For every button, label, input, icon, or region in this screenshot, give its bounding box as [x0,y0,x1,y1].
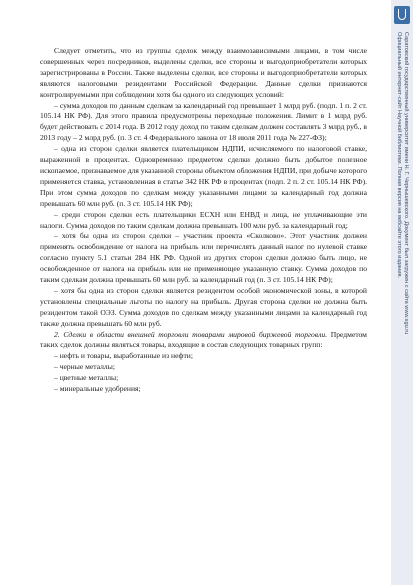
library-sidebar [391,0,413,585]
list-item: – черные металлы; [54,362,115,372]
paragraph-condition-5: – хотя бы одна из сторон сделки является резидентом особой экономической зоны, в которой установлены специальные льготы по налогу на прибыль. Другая сторона сделки не должна быть резидентом такой ОЭЗ. Сумма доходов по сделкам между указанными лицами за календарный год также должна превышать 60 млн руб. [40,285,367,328]
sidebar-watermark-text [395,32,409,334]
paragraph-condition-3: – среди сторон сделки есть плательщики ЕСХН или ЕНВД и лица, не уплачивающие эти налоги. Сумма доходов по таким сделкам должна превышать 100 млн руб. за календарный год; [40,209,367,230]
library-logo-icon [394,6,410,24]
paragraph-condition-2: – одна из сторон сделки является плательщиком НДПИ, исчисляемого по налоговой ставке, выраженной в процентах. Одновременно предметом сделки должно быть добытое полезное ископаемое, признаваемое для указанной стороны объектом обложения НДПИ, при добыче которого применяется ставка, установленная в статье 342 НК РФ в процентах (подп. 2 п. 2 ст. 105.14 НК РФ). При этом сумма доходов по сделкам между указанными лицами за календарный год должна превышать 60 млн руб. (п. 3 ст. 105.14 НК РФ); [40,144,367,208]
section-2-text: Предметом таких сделок должны являться товары, входящие в состав следующих товарных групп: [40,329,367,350]
paragraph-intro: Следует отметить, что из группы сделок между взаимозависимыми лицами, в том числе совершенных через посредников, выделены сделки, все стороны и выгодоприобретатели которых зарегистрированы в России. Также выделены сделки, все стороны и выгодоприобретатели которых являются налоговыми резидентами Российской Федерации. Данные сделки признаются контролируемыми при соблюдении хотя бы одного из следующих условий: [40,46,367,99]
sidebar-line: Саратовский государственный университет имени Н. Г. Чернышевского. Документ был загружен с сайта www.sgu.ru [403,32,409,335]
section-2-heading: 2. Сделки в области внешней торговли товарами мировой биржевой торговли. [54,329,328,339]
list-item: – цветные металлы; [54,373,119,383]
document-body [40,46,367,395]
paragraph-condition-4: – хотя бы одна из сторон сделки – участник проекта «Сколково». Этот участник должен применять освобождение от налога на прибыль или перечислять данный налог по нулевой ставке согласно пункту 5.1 статьи 284 НК РФ. Одной из других сторон сделки должно быть лицо, не освобожденное от налога на прибыль или не применяющее указанную ставку. Сумма доходов по таким сделкам должна превышать 60 млн руб. за календарный год (п. 3 ст. 105.14 НК РФ); [40,231,367,285]
paragraph-condition-1: – сумма доходов по данным сделкам за календарный год превышает 1 млрд руб. (подп. 1 п. 2 ст. 105.14 НК РФ). Для этого правила предусмотрены переходные положения. Лимит в 1 млрд руб. будет действовать с 2014 года. В 2012 году доход по таким сделкам должен составлять 3 млрд руб., в 2013 году – 2 млрд руб. (п. 3 ст. 4 Федерального закона от 18 июля 2011 года № 227-ФЗ); [40,100,367,143]
paragraph-section-2 [40,330,367,352]
list-item: – нефть и товары, выработанные из нефти; [54,351,193,361]
list-item: – минеральные удобрения; [54,384,141,394]
sidebar-line: Официальный интернет-сайт Научной библиотеки. Полная версия на вебсайте этого издания. [396,32,402,279]
